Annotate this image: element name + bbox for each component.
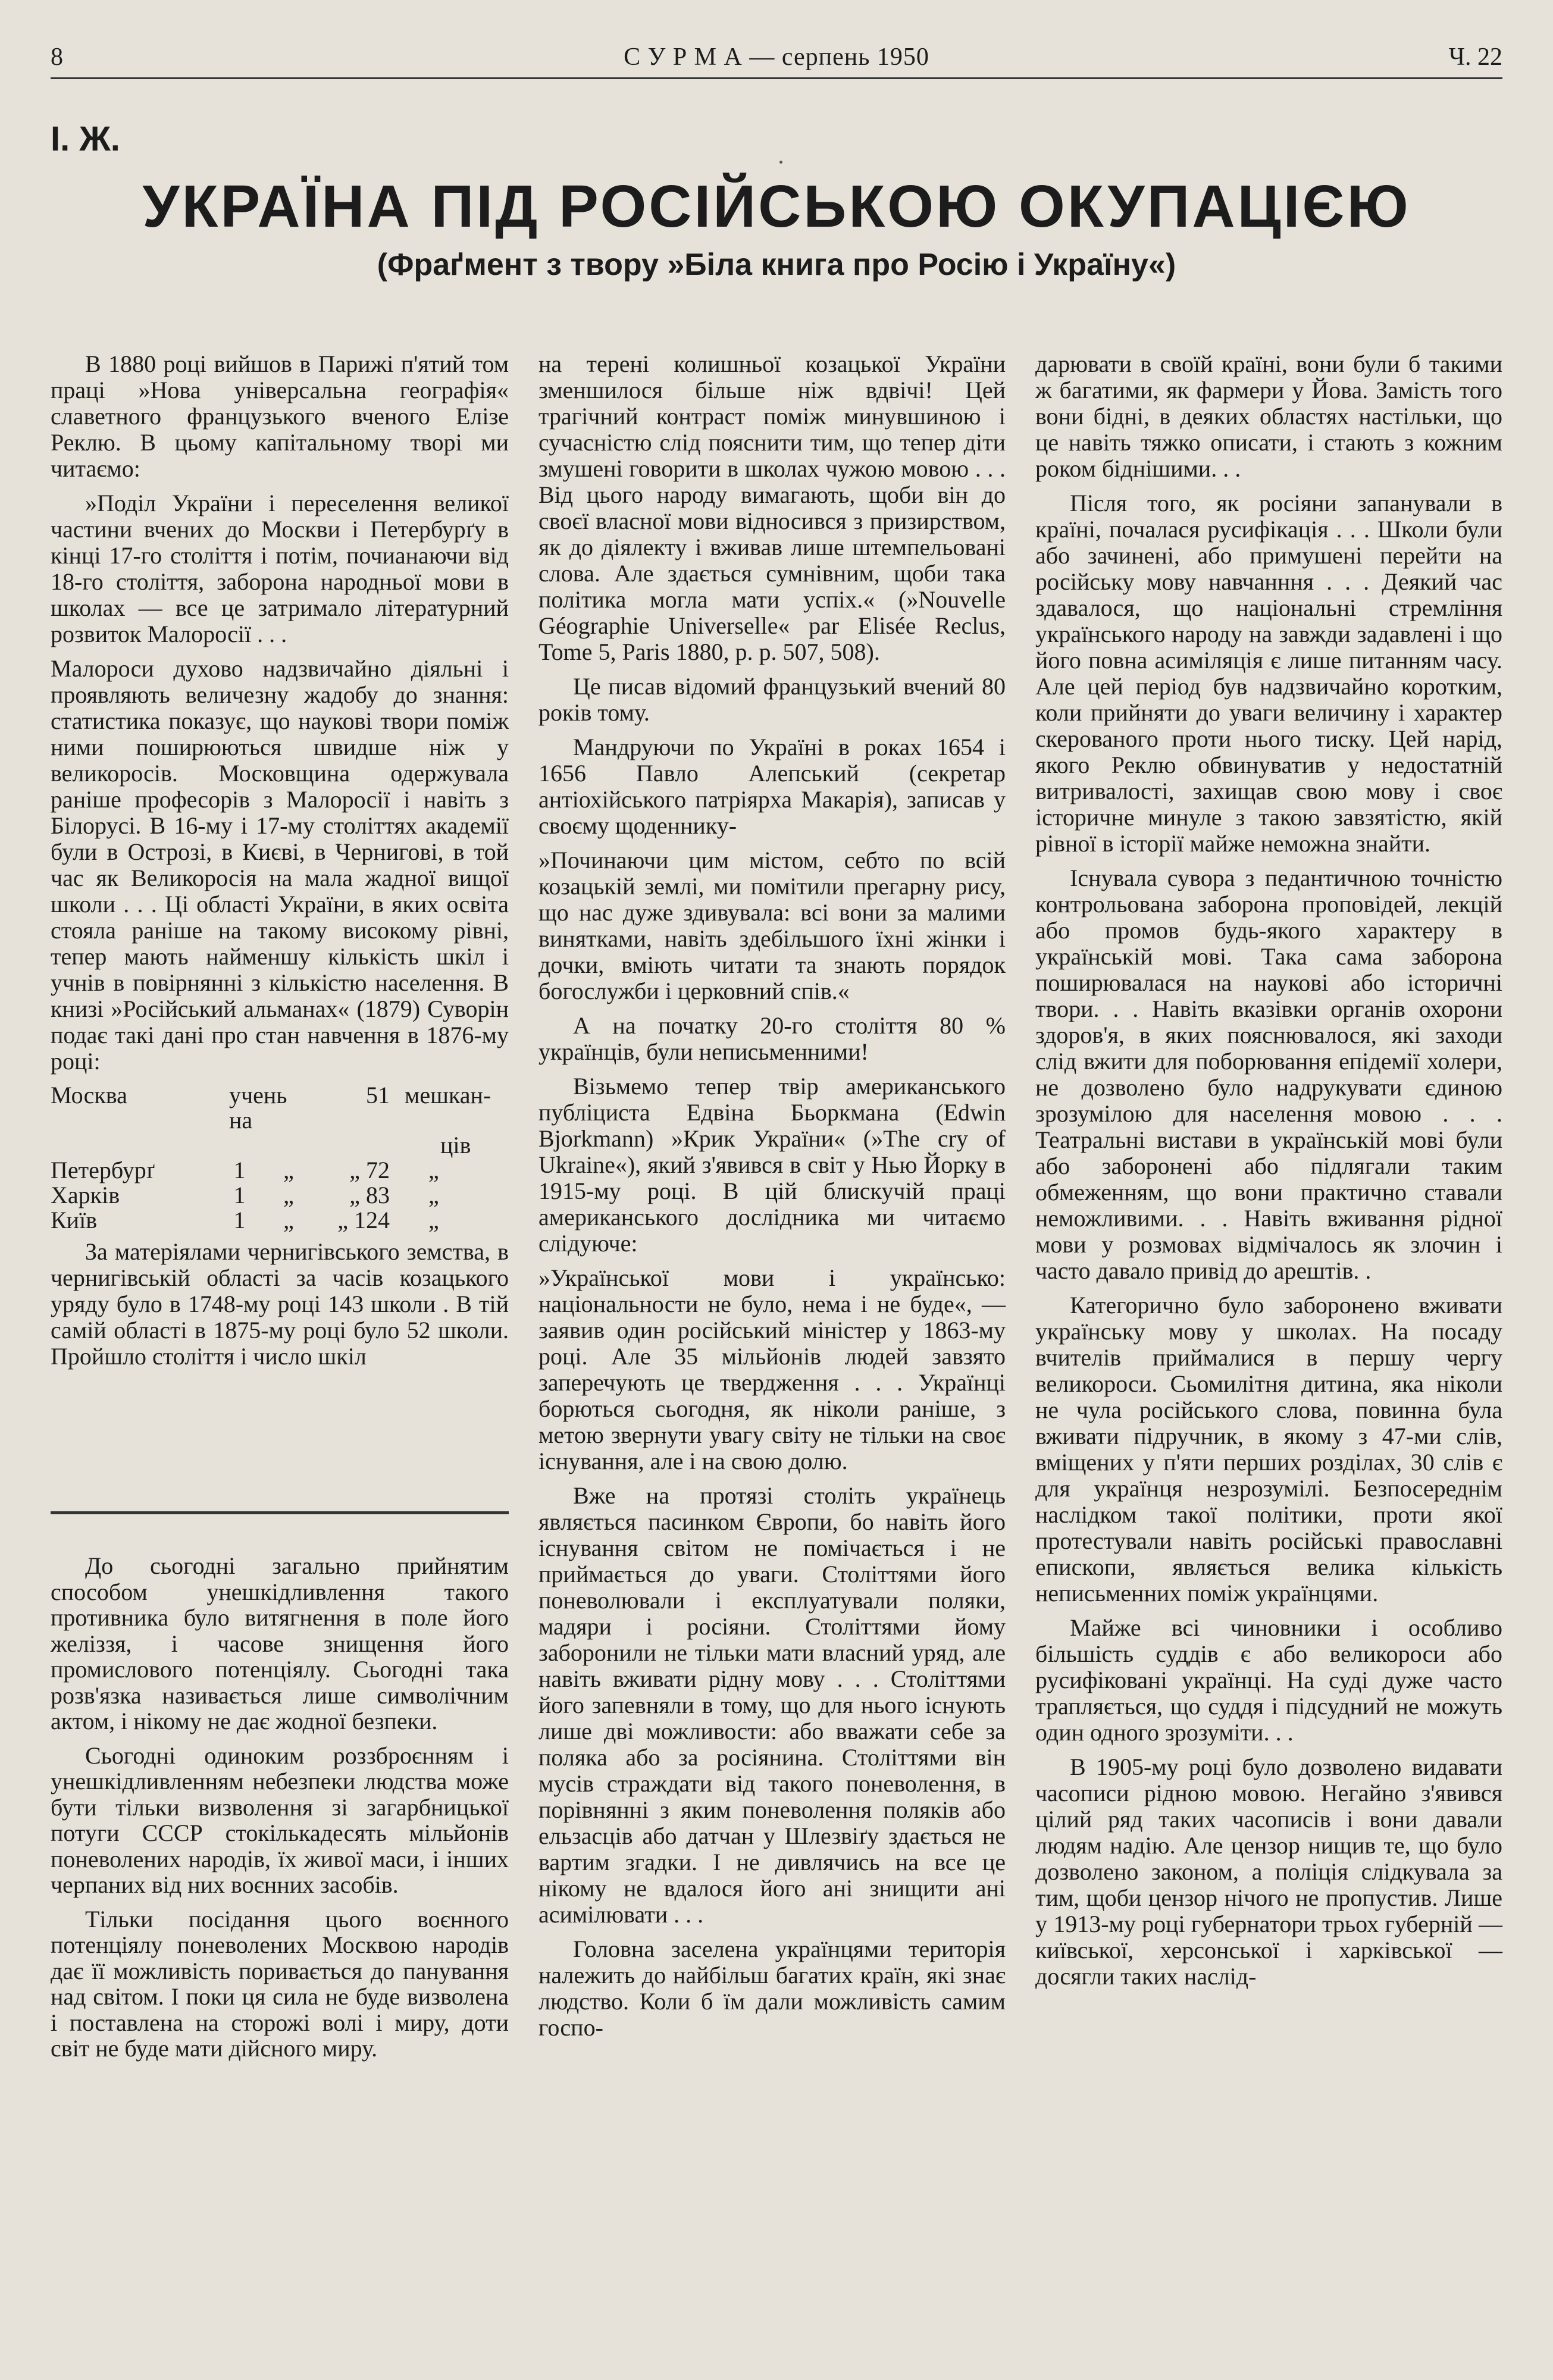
table-cell-city: Харків xyxy=(51,1182,120,1208)
table-row xyxy=(51,1083,509,1133)
paragraph: »Української мови і українсько: національности не було, нема і не буде«, — заявив один російський міністер у 1863-му році. Але 35 мільйонів людей завзято заперечують це твердження . . . Українці борються сьогодня, як ніколи раніше, з метою звернути увагу світу не тільки на своє існування, але і на свою долю. xyxy=(538,1264,1006,1474)
print-speck xyxy=(779,161,782,164)
table-cell-city: Москва xyxy=(51,1082,127,1108)
ditto-mark: „ xyxy=(349,1182,360,1208)
table-cell-city: Київ xyxy=(51,1207,98,1233)
paragraph: Головна заселена українцями територія належить до найбільш багатих країн, які знає людство. Коли б їм дали можливість самим госпо- xyxy=(538,1936,1006,2041)
count-value: 72 xyxy=(366,1157,390,1183)
author-byline: І. Ж. xyxy=(51,120,120,158)
section-divider xyxy=(51,1511,509,1514)
article-subtitle: (Фраґмент з твору »Біла книга про Росію і Україну«) xyxy=(377,248,1176,282)
table-cell-count xyxy=(309,1158,405,1183)
paragraph: Майже всі чиновники і особливо більшість суддів є або великороси або русифіковані українці. На суді дуже часто трапляється, що суддя і підсудний не можуть один одного зрозуміти. . . xyxy=(1035,1614,1502,1746)
table-row xyxy=(51,1208,509,1233)
paragraph: Малороси духово надзвичайно діяльні і проявляють величезну жадобу до знання: статистика показує, що наукові твори поміж ними поширюються швидше ніж у великоросів. Московщина одержувала раніше професорів з Малоросії і навіть з Білорусі. В 16-му і 17-му століттях академії були в Острозі, в Києві, в Чернигові, в той час як Великоросія на мала жадної вищої школи . . . Ці області України, в яких освіта стояла раніше на такому високому рівні, тепер мають найменшу кількість шкіл і учнів в повірнянні з кількістю населення. В книзі »Російський альманах« (1879) Суворін подає такі дані про стан навчення в 1876-му році: xyxy=(51,655,509,1075)
table-row xyxy=(51,1183,509,1208)
table-cell-ditto: „ xyxy=(283,1207,294,1233)
table-cell-unit: мешкан- xyxy=(405,1082,491,1108)
column-1 xyxy=(51,351,509,1378)
paragraph: »Починаючи цим містом, себто по всій козацькій землі, ми помітили прегарну рису, що нас дуже здивувала: всі вони за малими винятками, навіть здебільшого їхні жінки і дочки, вміють читати та знають порядок богослужби і церковний спів.« xyxy=(538,847,1006,1004)
paragraph: Сьогодні одиноким роззброєнням і унешкідливленням небезпеки людства може бути тільки визволення зі загарбницької потуги СССР стокількадесять мільйонів поневолених народів, їх живої маси, і інших черпаних від них воєнних засобів. xyxy=(51,1742,509,1898)
paragraph: До сьогодні загально прийнятим способом унешкідливлення такого противника було витягнення в поле його желіззя, і часове знищення його промислового потенціялу. Сьогодні така розв'язка називається лише символічним актом, і нікому не дає жодної безпеки. xyxy=(51,1552,509,1734)
running-header xyxy=(51,43,1502,76)
column-2 xyxy=(538,351,1006,2049)
table-row xyxy=(51,1133,509,1158)
table-cell-count xyxy=(309,1133,405,1158)
issue-number: Ч. 22 xyxy=(1448,43,1502,71)
count-value: 124 xyxy=(354,1207,390,1233)
table-row xyxy=(51,1158,509,1183)
table-cell-n: 1 xyxy=(233,1157,246,1183)
paragraph: »Поділ України і переселення великої частини вчених до Москви і Петербурґу в кінці 17-го століття і потім, почианаючи від 18-го століття, заборона народньої мови в школах — все це затримало літературний розвиток Малоросії . . . xyxy=(51,490,509,647)
paragraph: Мандруючи по Україні в роках 1654 і 1656 Павло Алепський (секретар антіохійського патріярха Макарія), записав у своєму щоденнику- xyxy=(538,734,1006,839)
paragraph: В 1905-му році було дозволено видавати часописи рідною мовою. Негайно з'явився цілий ряд таких часописів і вони давали людям надію. Але цензор нищив те, що було дозволено законом, а поліція слідкувала за тим, щоби цензор нічого не пропустив. Лише у 1913-му році губернатори трьох губерній — київської, херсонської і харківської — досягли таких наслід- xyxy=(1035,1753,1502,1990)
column-1-lower xyxy=(51,1553,509,2070)
table-cell-n: 1 xyxy=(233,1182,246,1208)
table-cell-city: Петербурґ xyxy=(51,1157,155,1183)
column-3 xyxy=(1035,351,1502,1998)
paragraph: Після того, як росіяни запанували в країні, почалася русифікація . . . Школи були або зачинені, або примушені перейти на російську мову навчанння . . . Деякий час здавалося, що національні стремління українського народу на завжди задавлені і що його повна асиміляція є лише питанням часу. Але цей період був надзвичайно коротким, коли прийняти до уваги величину і характер скерованого проти нього тиску. Цей нарід, якого Реклю обвинуватив у недостатній витривалості, захищав свою мову і своє історичне минуле з такою завзятістю, якій рівної в історії майже неможна знайти. xyxy=(1035,490,1502,857)
table-cell-ditto: „ xyxy=(283,1182,294,1208)
table-cell-unit: „ xyxy=(428,1157,439,1183)
page-number: 8 xyxy=(51,43,63,71)
paragraph: Тільки посідання цього воєнного потенціялу поневолених Москвою народів дає її можливість поривається до панування над світом. І поки ця сила не буде визволена і поставлена на сторожі волі і миру, доти світ не буде мати дійсного миру. xyxy=(51,1905,509,2062)
paragraph: За матеріялами чернигівського земства, в чернигівській області за часів козацького уряду було в 1748-му році 143 школи . В тій самій області в 1875-му році було 52 школи. Пройшло століття і число шкіл xyxy=(51,1238,509,1370)
paragraph: на терені колишньої козацької України зменшилося більше ніж вдвічі! Цей трагічний контраст поміж минувшиною і сучасністю слід пояснити тим, що тепер діти змушені говорити в школах чужою мовою . . . Від цього народу вимагають, щоби він до своєї власної мови відносився з призирством, як до діялекту і вживав лише штемпельовані слова. Але здається сумнівним, щоби така політика могла мати успіх.« (»Nouvelle Géographie Universelle« par Elisée Reclus, Tome 5, Paris 1880, p. p. 507, 508). xyxy=(538,350,1006,665)
ditto-mark: „ xyxy=(349,1157,360,1183)
table-cell-city xyxy=(51,1133,211,1158)
school-statistics-table xyxy=(51,1083,509,1233)
count-value: 83 xyxy=(366,1182,390,1208)
table-cell-count: 51 xyxy=(366,1082,390,1108)
ditto-mark: „ xyxy=(337,1207,348,1233)
table-cell-unit: „ xyxy=(428,1207,439,1233)
paragraph: Це писав відомий французький вчений 80 років тому. xyxy=(538,673,1006,726)
table-cell-count xyxy=(309,1208,405,1233)
paragraph: Категорично було заборонено вживати українську мову у школах. На посаду вчителів приймалися в першу чергу великороси. Сьомилітня дитина, яка ніколи не чула російського слова, повинна була вживати підручник, в якому з 47-ми слів, вміщених у п'яти перших розділах, 30 слів є для українця незрозумілі. Безпосереднім наслідком такої політики, проти якої протестували навіть російські православні епископи, являється велика кількість неписьменних поміж українцями. xyxy=(1035,1292,1502,1606)
paragraph: Вже на протязі століть українець являється пасинком Європи, бо навіть його існування світом не помічається і не приймається до уваги. Століттями його поневолювали і експлуатували поляки, мадяри і росіяни. Століттями йому заборонили не тільки мати власний уряд, але навіть вживати рідну мову . . . Століттями його запевняли в тому, що для нього існують лише дві можливости: або вважати себе за поляка або за росіянина. Століттями він мусів страждати від такого поневолення, в порівнянні з яким поневолення поляків або ельзасців або датчан у Шлезвіґу здається не вартим згадки. І не дивлячись на все це нікому не вдалося його ані знищити ані асимілювати . . . xyxy=(538,1482,1006,1928)
paragraph: Існувала сувора з педантичною точністю контрольована заборона проповідей, лекцій або промов будь-якого характеру в українській мові. Така сама заборона поширювалася на наукові або історичні твори. . . Навіть вказівки органів охорони здоров'я, в яких пояснювалося, які заходи слід вжити для поборювання епідемії холери, не дозволено було надрукувати єдиною зрозумілою для населення мовою . . . Театральні вистави в українській мові були або заборонені або підлягали таким обмеженням, що вони практично ставали неможливими. . . Навіть вживання рідної мови у розмовах відмічалось як злочин і часто давало привід до арештів. . xyxy=(1035,865,1502,1284)
table-cell-ditto: „ xyxy=(283,1157,294,1183)
paragraph: Візьмемо тепер твір американського публіциста Едвіна Бьоркмана (Edwin Bjorkmann) »Крик України« (»The cry of Ukraine«), який з'явився в світ у Нью Йорку в 1915-му році. В цій блискучій праці американського дослідника ми читаємо слідуюче: xyxy=(538,1073,1006,1257)
paragraph: В 1880 році вийшов в Парижі п'ятий том праці »Нова універсальна географія« славетного французького вченого Елізе Реклю. В цьому капітальному творі ми читаємо: xyxy=(51,350,509,482)
running-title: С У Р М А — серпень 1950 xyxy=(624,43,929,71)
paragraph: А на початку 20-го століття 80 % українців, були неписьменними! xyxy=(538,1012,1006,1065)
table-cell-n: 1 xyxy=(233,1207,246,1233)
article-title: УКРАЇНА ПІД РОСІЙСЬКОЮ ОКУПАЦІЄЮ xyxy=(142,173,1411,240)
table-cell-unit: ців xyxy=(440,1132,471,1158)
table-cell-count xyxy=(309,1183,405,1208)
table-cell-unit: „ xyxy=(428,1182,439,1208)
paragraph: дарювати в своїй країні, вони були б такими ж багатими, як фармери у Йова. Замість того вони бідні, в деяких областях настільки, що це навіть тяжко описати, і стають з кожним роком біднішими. . . xyxy=(1035,350,1502,482)
table-cell-unit-word: учень на xyxy=(229,1082,287,1133)
header-rule xyxy=(51,77,1502,79)
